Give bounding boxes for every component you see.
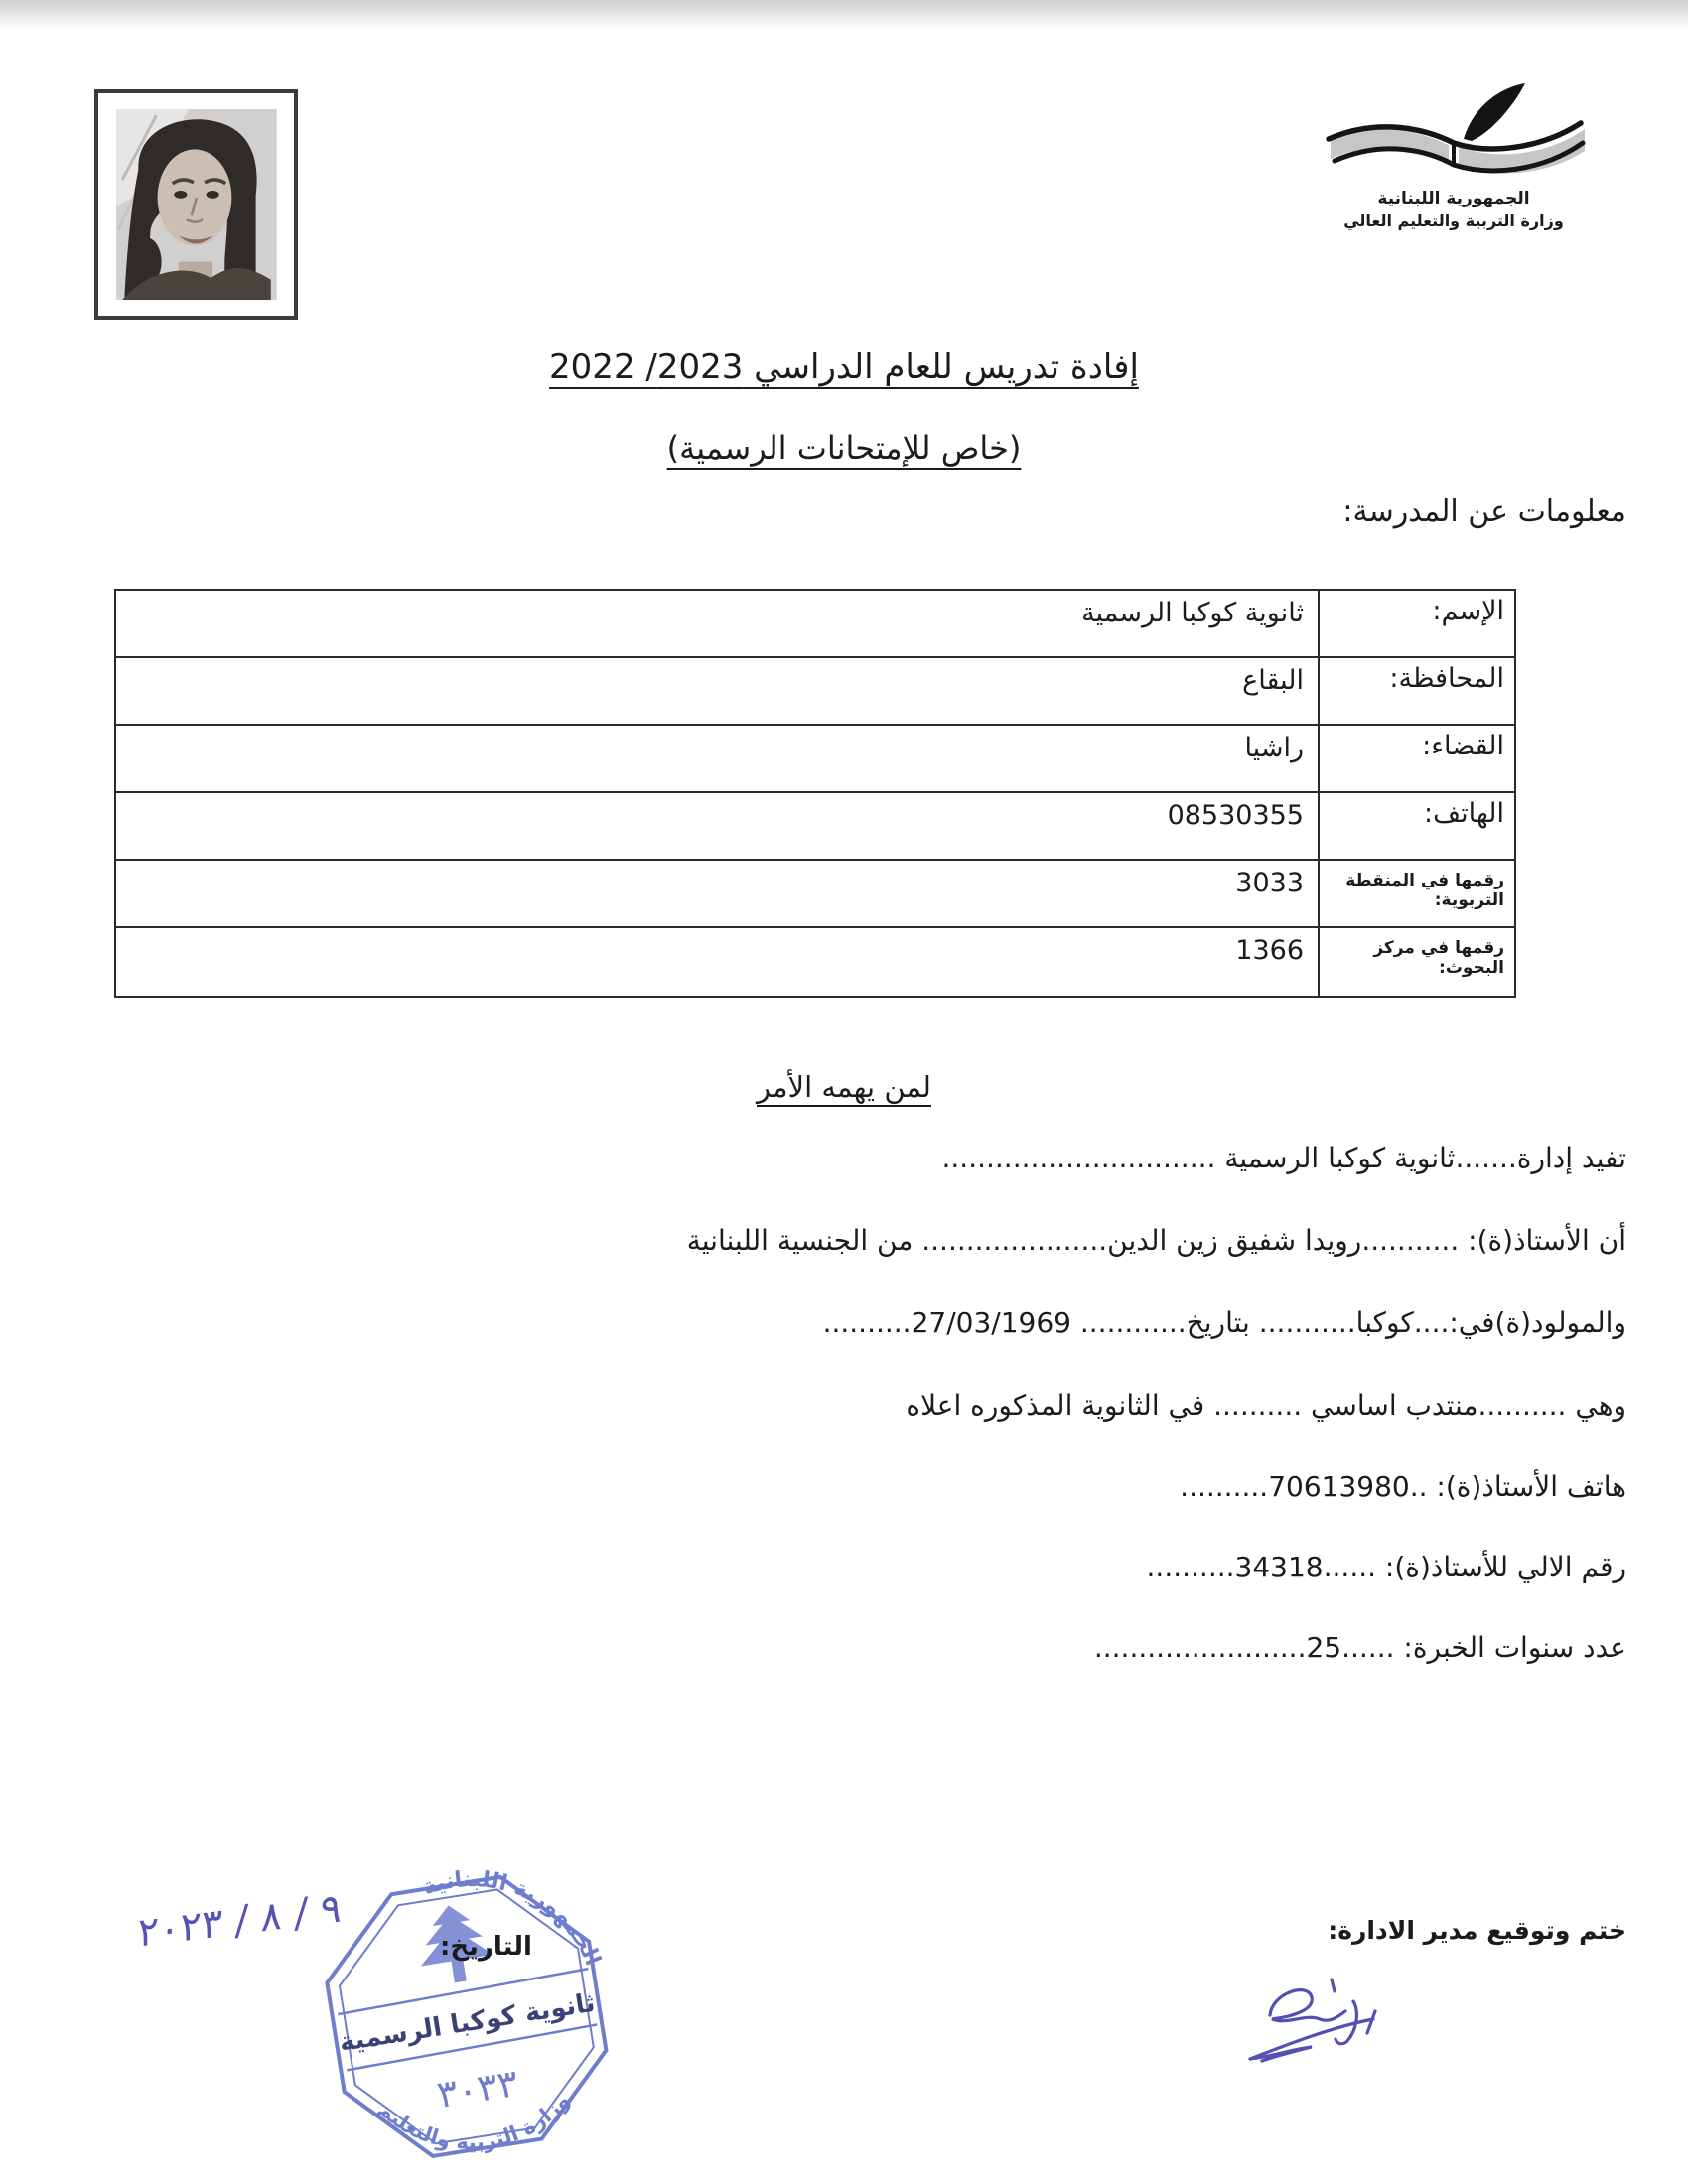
letter-line: تفيد إدارة.......ثانوية كوكبا الرسمية ............................... [941, 1142, 1626, 1174]
letter-line: رقم الالي للأستاذ(ة): ......34318.......... [1146, 1551, 1626, 1583]
row-label: الإسم: [1318, 591, 1514, 656]
stamp-school-name: ثانوية كوكبا الرسمية [337, 1987, 598, 2059]
director-seal-signature-label: ختم وتوقيع مدير الادارة: [1328, 1916, 1626, 1945]
handwritten-date: ٩ / ٨ / ٢٠٢٣ [137, 1885, 343, 1957]
letter-line: وهي ..........منتدب اساسي .......... في الثانوية المذكوره اعلاه [906, 1389, 1626, 1422]
row-value: ثانوية كوكبا الرسمية [1081, 598, 1304, 628]
row-value: 08530355 [1167, 800, 1304, 831]
stamp-republic-text: الجمهورية اللبنانية [419, 1867, 606, 1970]
letter-line: والمولود(ة)في:....كوكبا........... بتاريخ............ 27/03/1969.......... [822, 1306, 1626, 1339]
row-value: 1366 [1235, 935, 1304, 966]
portrait-photo-image [116, 109, 277, 300]
row-label: القضاء: [1318, 726, 1514, 791]
letter-line: هاتف الأستاذ(ة): ..70613980.......... [1180, 1470, 1626, 1503]
row-value: البقاع [1242, 665, 1304, 696]
row-label: الهاتف: [1318, 793, 1514, 859]
date-label: التاريخ: [440, 1932, 532, 1962]
teacher-photo [94, 89, 298, 320]
table-row [116, 793, 1514, 861]
letter-line: أن الأستاذ(ة): ...........رويدا شفيق زين الدين..................... من الجنسية اللبنانية [686, 1224, 1626, 1257]
row-label: رقمها في مركز البحوث: [1318, 928, 1514, 996]
row-label: المحافظة: [1318, 658, 1514, 724]
director-signature-ink [1236, 1968, 1430, 2067]
row-label: رقمها في المنقطة التربوية: [1318, 861, 1514, 926]
logo-org-name: الجمهورية اللبنانية [1377, 189, 1530, 208]
stamp-ministry-text: وزارة التربية والتعليم [373, 2088, 575, 2155]
school-info-heading: معلومات عن المدرسة: [1342, 494, 1626, 529]
letter-heading: لمن يهمه الأمر [757, 1070, 931, 1104]
school-octagon-stamp [291, 1822, 640, 2184]
document-subtitle: (خاص للإمتحانات الرسمية) [666, 429, 1022, 467]
table-row [116, 658, 1514, 726]
row-value: 3033 [1235, 868, 1304, 898]
logo-ministry-name: وزارة التربية والتعليم العالي [1343, 211, 1564, 230]
row-value: راشيا [1244, 733, 1304, 763]
ministry-logo [1309, 79, 1599, 230]
table-row [116, 591, 1514, 658]
table-row [116, 726, 1514, 793]
scan-edge-artifact [0, 0, 1688, 30]
school-info-table [114, 589, 1516, 998]
stamp-number: ٣٠٣٣ [434, 2060, 521, 2117]
table-row [116, 861, 1514, 928]
document-title: إفادة تدريس للعام الدراسي 2023/ 2022 [549, 347, 1139, 387]
table-row [116, 928, 1514, 996]
letter-line: عدد سنوات الخبرة: ......25........................ [1093, 1631, 1626, 1664]
open-book-logo-icon [1315, 79, 1593, 183]
